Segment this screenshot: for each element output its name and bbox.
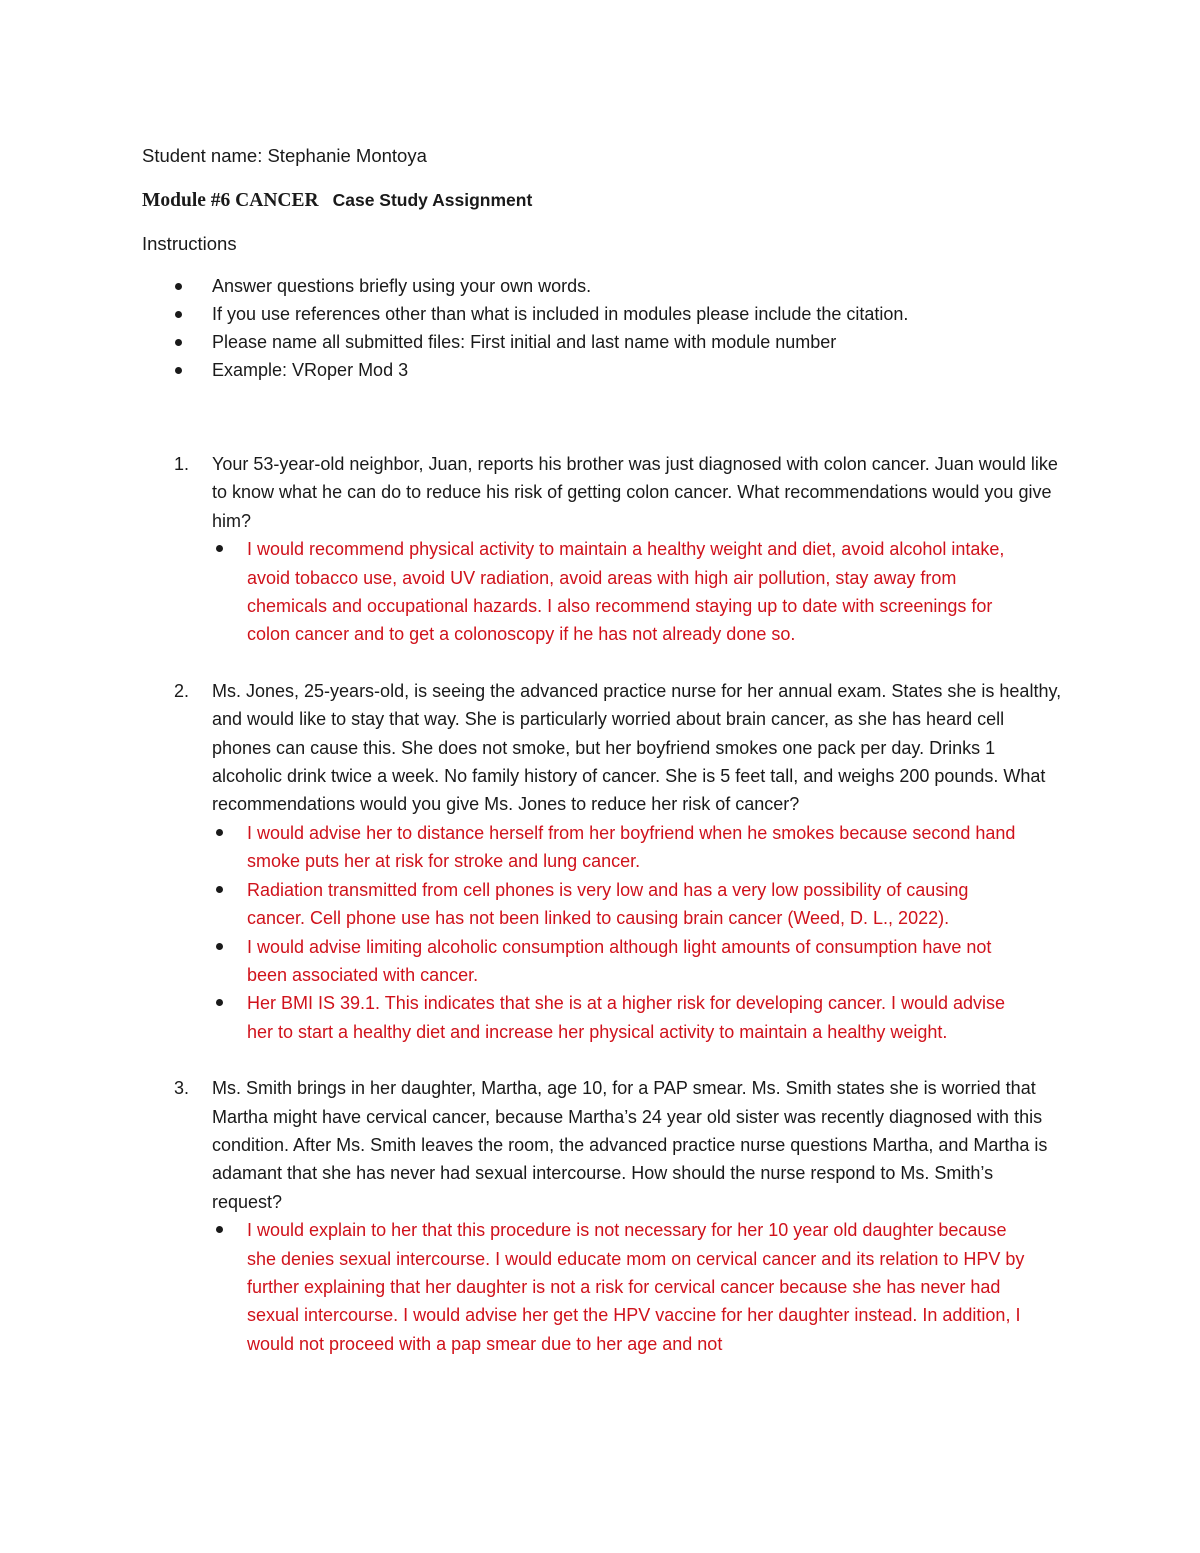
instructions-heading: Instructions bbox=[142, 233, 237, 254]
answer-list bbox=[212, 819, 1062, 1046]
question-text: Your 53-year-old neighbor, Juan, reports his brother was just diagnosed with colon cancer. Juan would like to know what he can do to reduce his risk of getting colon cancer. What recommendations would you give him? bbox=[212, 454, 1058, 531]
answer-list bbox=[212, 535, 1062, 649]
module-title bbox=[142, 186, 1062, 216]
answer-item bbox=[212, 535, 1027, 649]
answer-item bbox=[212, 876, 1027, 933]
bullet-icon bbox=[216, 829, 223, 836]
instruction-item bbox=[142, 328, 1062, 356]
questions-list bbox=[142, 450, 1062, 1358]
question-text: Ms. Jones, 25-years-old, is seeing the advanced practice nurse for her annual exam. States she is healthy, and would like to stay that way. She is particularly worried about brain cancer, as she has heard cell phones can cause this. She does not smoke, but her boyfriend smokes one pack per day. Drinks 1 alcoholic drink twice a week. No family history of cancer. She is 5 feet tall, and weighs 200 pounds. What recommendations would you give Ms. Jones to reduce her risk of cancer? bbox=[212, 680, 1062, 815]
answer-item bbox=[212, 1216, 1027, 1358]
bullet-icon bbox=[175, 339, 182, 346]
instruction-text: Please name all submitted files: First initial and last name with module number bbox=[212, 332, 837, 352]
question-item bbox=[142, 677, 1062, 1046]
document-content bbox=[142, 142, 1062, 1386]
bullet-icon bbox=[175, 367, 182, 374]
assignment-label: Case Study Assignment bbox=[332, 190, 533, 210]
bullet-icon bbox=[175, 283, 182, 290]
answer-text: I would advise her to distance herself from her boyfriend when he smokes because second hand smoke puts her at risk for stroke and lung cancer. bbox=[247, 822, 1016, 872]
bullet-icon bbox=[216, 1226, 223, 1233]
answer-text: Her BMI IS 39.1. This indicates that she is at a higher risk for developing cancer. I would advise her to start a healthy diet and increase her physical activity to maintain a healthy weight. bbox=[247, 993, 1006, 1042]
answer-list bbox=[212, 1216, 1062, 1358]
answer-item bbox=[212, 989, 1027, 1046]
question-text: Ms. Smith brings in her daughter, Martha, age 10, for a PAP smear. Ms. Smith states she is worried that Martha might have cervical cancer, because Martha’s 24 year old sister was recently diagnosed with this condition. After Ms. Smith leaves the room, the advanced practice nurse questions Martha, and Martha is adamant that she has never had sexual intercourse. How should the nurse respond to Ms. Smith’s request? bbox=[212, 1078, 1048, 1212]
question-number: 3. bbox=[174, 1078, 190, 1099]
question-item bbox=[142, 450, 1062, 649]
instruction-text: If you use references other than what is included in modules please include the citation. bbox=[212, 304, 909, 324]
instruction-text: Example: VRoper Mod 3 bbox=[212, 360, 409, 380]
module-heading: Module #6 CANCER bbox=[142, 190, 319, 211]
answer-text: I would explain to her that this procedure is not necessary for her 10 year old daughter because she denies sexual intercourse. I would educate mom on cervical cancer and its relation to HPV by further explaining that her daughter is not a risk for cervical cancer because she has never had sexual intercourse. I would advise her get the HPV vaccine for her daughter instead. In addition, I would not proceed with a pap smear due to her age and not bbox=[247, 1220, 1025, 1354]
answer-item bbox=[212, 819, 1027, 876]
answer-text: I would recommend physical activity to maintain a healthy weight and diet, avoid alcohol intake, avoid tobacco use, avoid UV radiation, avoid areas with high air pollution, stay away from chemicals and occupational hazards. I also recommend staying up to date with screenings for colon cancer and to get a colonoscopy if he has not already done so. bbox=[247, 539, 1005, 645]
instruction-item bbox=[142, 272, 1062, 300]
question-number: 2. bbox=[174, 680, 190, 701]
instruction-item bbox=[142, 356, 1062, 384]
question-item bbox=[142, 1074, 1062, 1358]
bullet-icon bbox=[216, 545, 223, 552]
bullet-icon bbox=[216, 943, 223, 950]
bullet-icon bbox=[216, 886, 223, 893]
student-name-line: Student name: Stephanie Montoya bbox=[142, 145, 427, 166]
answer-item bbox=[212, 933, 1027, 990]
instruction-text: Answer questions briefly using your own words. bbox=[212, 276, 592, 296]
instructions-list bbox=[142, 272, 1062, 384]
answer-text: Radiation transmitted from cell phones is very low and has a very low possibility of causing cancer. Cell phone use has not been linked to causing brain cancer (Weed, D. L., 2022). bbox=[247, 879, 969, 929]
instruction-item bbox=[142, 300, 1062, 328]
bullet-icon bbox=[175, 311, 182, 318]
bullet-icon bbox=[216, 999, 223, 1006]
answer-text: I would advise limiting alcoholic consumption although light amounts of consumption have not been associated with cancer. bbox=[247, 936, 992, 985]
question-number: 1. bbox=[174, 454, 190, 474]
